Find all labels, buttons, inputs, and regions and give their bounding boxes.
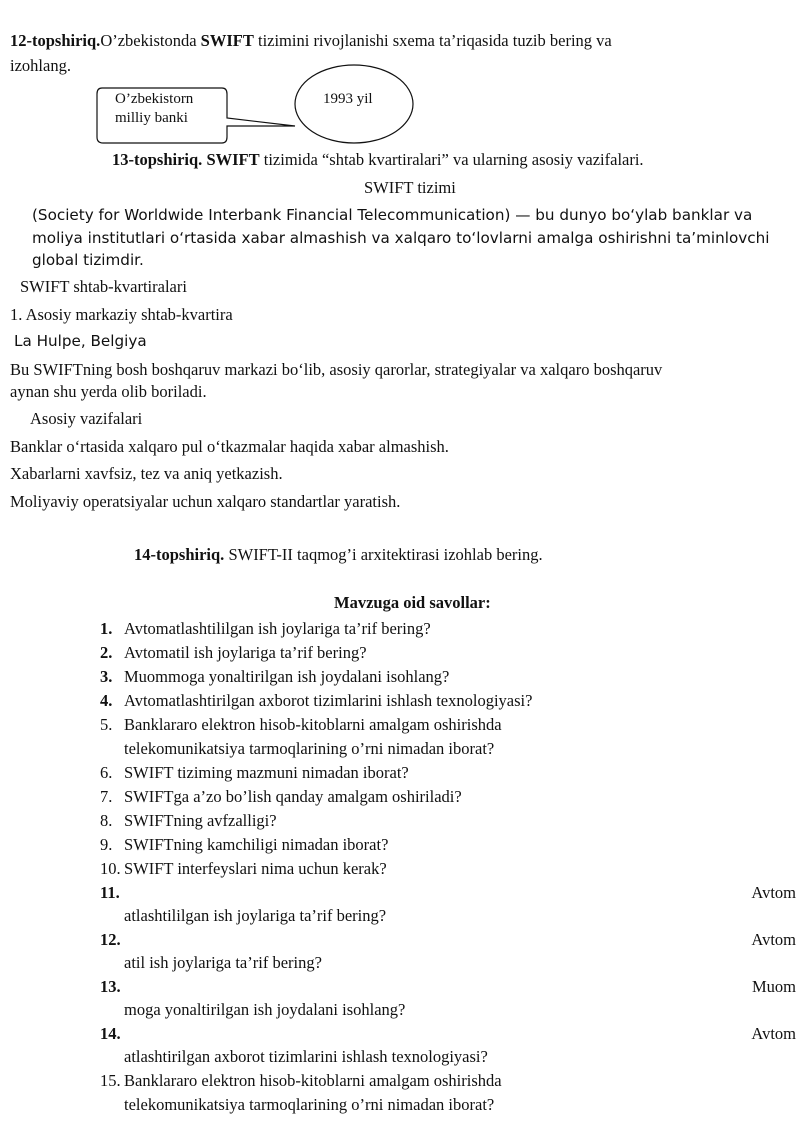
list-item: 11. Avtom atlashtililgan ish joylariga ta’rif bering? <box>100 883 796 925</box>
function-item: Xabarlarni xavfsiz, tez va aniq yetkazish. <box>10 464 283 483</box>
list-item: 2. Avtomatil ish joylariga ta’rif bering? <box>100 643 367 662</box>
list-item: 3. Muommoga yonaltirilgan ish joydalani isohlang? <box>100 667 450 686</box>
task12-label: 12-topshiriq. <box>10 31 101 50</box>
list-item-continuation: telekomunikatsiya tarmoqlarining o’rni nimadan iborat? <box>124 739 495 758</box>
swift-diagram <box>0 0 800 160</box>
task13-line: 13-topshiriq. SWIFT tizimida “shtab kvartiralari” va ularning asosiy vazifalari. <box>112 150 644 169</box>
task14-line: 14-topshiriq. SWIFT-II taqmog’i arxitektirasi izohlab bering. <box>134 545 543 564</box>
list-item-continuation: telekomunikatsiya tarmoqlarining o’rni nimadan iborat? <box>124 1095 495 1114</box>
function-item: Moliyaviy operatsiyalar uchun xalqaro standartlar yaratish. <box>10 492 401 511</box>
year-label: 1993 yil <box>323 91 373 107</box>
hq1-desc-line1: Bu SWIFTning bosh boshqaruv markazi bo‘lib, asosiy qarorlar, strategiyalar va xalqaro boshqaruv <box>10 360 663 379</box>
list-item: 4. Avtomatlashtirilgan axborot tizimlarini ishlash texnologiyasi? <box>100 691 533 710</box>
list-item: 1. Avtomatlashtililgan ish joylariga ta’rif bering? <box>100 619 431 638</box>
list-item: 14. Avtom atlashtirilgan axborot tizimlarini ishlash texnologiyasi? <box>100 1024 796 1066</box>
list-item: 7. SWIFTga a’zo bo’lish qanday amalgam oshiriladi? <box>100 787 462 806</box>
swift-title: SWIFT tizimi <box>364 178 456 197</box>
list-item: 8. SWIFTning avfzalligi? <box>100 811 277 830</box>
hq1-location: La Hulpe, Belgiya <box>14 332 147 350</box>
hq-title: SWIFT shtab-kvartiralari <box>20 277 187 296</box>
function-item: Banklar o‘rtasida xalqaro pul o‘tkazmalar haqida xabar almashish. <box>10 437 449 456</box>
hq1-desc-line2: aynan shu yerda olib boriladi. <box>10 382 207 401</box>
questions-title: Mavzuga oid savollar: <box>334 593 491 612</box>
hq1-title: 1. Asosiy markaziy shtab-kvartira <box>10 305 233 324</box>
functions-title: Asosiy vazifalari <box>30 409 143 428</box>
bank-label-line2: milliy banki <box>115 110 188 126</box>
list-item: 15. Banklararo elektron hisob-kitoblarni amalgam oshirishda <box>100 1071 502 1090</box>
task12-line2: izohlang. <box>10 56 71 75</box>
list-item: 6. SWIFT tiziming mazmuni nimadan iborat? <box>100 763 409 782</box>
list-item: 5. Banklararo elektron hisob-kitoblarni amalgam oshirishda <box>100 715 502 734</box>
definition-line2: moliya institutlari o‘rtasida xabar almashish va xalqaro to‘lovlarni amalga oshirishni ta’minlovchi <box>32 229 770 247</box>
list-item: 12. Avtom atil ish joylariga ta’rif bering? <box>100 930 796 972</box>
bank-label-line1: O’zbekistorn <box>115 91 194 107</box>
definition-line3: global tizimdir. <box>32 251 144 269</box>
list-item: 9. SWIFTning kamchiligi nimadan iborat? <box>100 835 389 854</box>
task13-label: 13-topshiriq. <box>112 150 207 169</box>
list-item: 13. Muom moga yonaltirilgan ish joydalani isohlang? <box>100 977 796 1019</box>
definition-line1: (Society for Worldwide Interbank Financial Telecommunication) — bu dunyo bo‘ylab banklar va <box>32 206 753 224</box>
questions-list <box>100 617 800 1117</box>
task14-label: 14-topshiriq. <box>134 545 225 564</box>
list-item: 10. SWIFT interfeyslari nima uchun kerak? <box>100 859 387 878</box>
task12-line1: 12-topshiriq.O’zbekistonda SWIFT tizimini rivojlanishi sxema ta’riqasida tuzib bering va <box>10 31 612 50</box>
